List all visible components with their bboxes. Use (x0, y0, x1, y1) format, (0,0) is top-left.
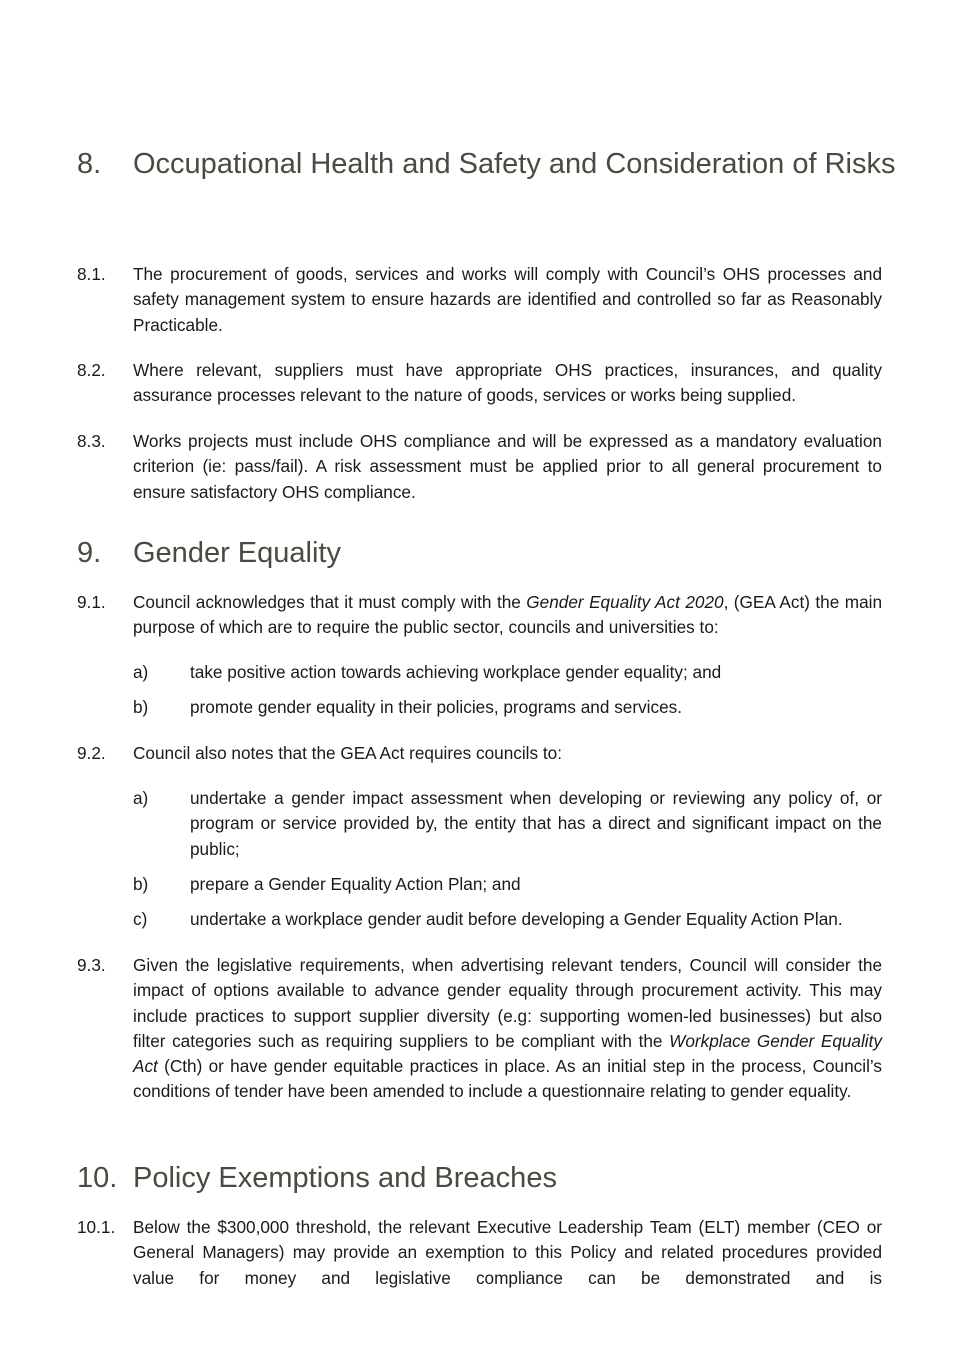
text-after: , (GEA Act) the main purpose of which are to require the public sector, councils and universities to: (133, 592, 883, 638)
list-text: undertake a workplace gender audit before developing a Gender Equality Action Plan. (190, 909, 843, 929)
paragraph-text (133, 953, 882, 1105)
paragraph-number: 9.3. (77, 955, 106, 975)
paragraph-8-2 (77, 358, 882, 409)
list-text: take positive action towards achieving workplace gender equality; and (190, 662, 722, 682)
section-8-heading (77, 147, 897, 182)
paragraph-9-1 (77, 590, 882, 641)
list-label: a) (133, 662, 149, 682)
list-item-9-2-a (133, 786, 882, 862)
paragraph-8-1 (77, 262, 882, 338)
act-name-italic: Workplace Gender Equality Act (133, 1030, 882, 1077)
paragraph-number: 8.3. (77, 431, 106, 451)
section-10-heading (77, 1161, 897, 1196)
section-number: 8. (77, 148, 102, 180)
paragraph-number: 8.1. (77, 264, 106, 284)
paragraph-text: Below the $300,000 threshold, the relevant Executive Leadership Team (ELT) member (CEO or General Managers) may provide an exemption to this Policy and related procedures provided value for money and legislative compliance can be demonstrated and is (133, 1217, 882, 1288)
section-title: Policy Exemptions and Breaches (133, 1162, 557, 1194)
section-title: Gender Equality (133, 537, 341, 569)
list-label: c) (133, 909, 148, 929)
paragraph-10-1 (77, 1215, 882, 1291)
act-name-italic: Gender Equality Act 2020 (526, 592, 724, 612)
list-label: a) (133, 788, 149, 808)
paragraph-text (133, 590, 882, 641)
paragraph-8-3 (77, 429, 882, 505)
list-label: b) (133, 874, 149, 894)
paragraph-text: Where relevant, suppliers must have appropriate OHS practices, insurances, and quality assurance processes relevant to the nature of goods, services or works being supplied. (133, 360, 882, 406)
list-label: b) (133, 697, 149, 717)
paragraph-text: The procurement of goods, services and works will comply with Council’s OHS processes and safety management system to ensure hazards are identified and controlled so far as Reasonably Practicable. (133, 264, 882, 335)
section-number: 9. (77, 537, 102, 569)
paragraph-9-3 (77, 953, 882, 1105)
section-9-heading (77, 536, 897, 571)
list-text: prepare a Gender Equality Action Plan; and (190, 874, 521, 894)
list-item-9-2-b (133, 872, 882, 897)
paragraph-9-2 (77, 741, 882, 766)
paragraph-number: 8.2. (77, 360, 106, 380)
section-title: Occupational Health and Safety and Consideration of Risks (133, 148, 896, 180)
list-item-9-2-c (133, 907, 882, 932)
paragraph-number: 9.2. (77, 743, 106, 763)
paragraph-text: Council also notes that the GEA Act requires councils to: (133, 743, 562, 763)
list-text: promote gender equality in their policies, programs and services. (190, 697, 683, 717)
list-text: undertake a gender impact assessment when developing or reviewing any policy of, or program or service provided by, the entity that has a direct and significant impact on the public; (190, 788, 882, 859)
text-before: Council acknowledges that it must comply with the (133, 592, 527, 612)
paragraph-number: 10.1. (77, 1217, 116, 1237)
text-after: (Cth) or have gender equitable practices in place. As an initial step in the process, Council’s conditions of tender have been amended to include a questionnaire relating to gender equality. (133, 1056, 882, 1102)
section-number: 10. (77, 1162, 118, 1194)
list-item-9-1-b (133, 695, 882, 720)
text-before: Given the legislative requirements, when advertising relevant tenders, Council will consider the impact of options available to advance gender equality through procurement activity. This may include practices to support supplier diversity (e.g: supporting women-led businesses) but also filter categories such as requiring suppliers to be compliant with the (133, 955, 882, 1051)
list-item-9-1-a (133, 660, 882, 685)
paragraph-number: 9.1. (77, 592, 106, 612)
paragraph-text: Works projects must include OHS compliance and will be expressed as a mandatory evaluation criterion (ie: pass/fail). A risk assessment must be applied prior to all general procurement to ensure satisfactory OHS compliance. (133, 431, 882, 502)
